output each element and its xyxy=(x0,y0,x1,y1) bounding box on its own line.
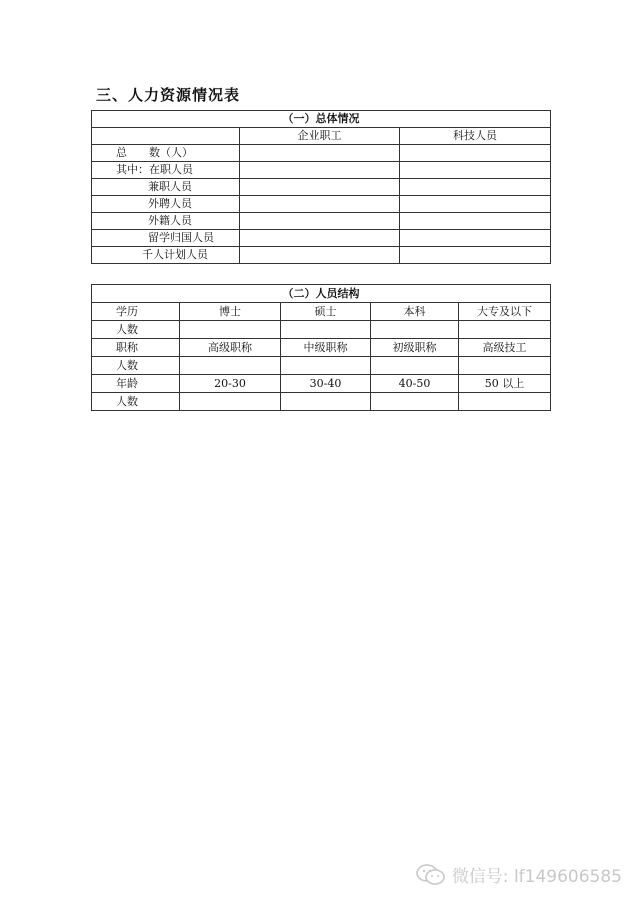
count-label: 人数 xyxy=(92,321,180,339)
value-cell xyxy=(281,393,371,411)
age-30-40: 30-40 xyxy=(281,375,371,393)
value-cell xyxy=(180,321,281,339)
edu-college-below: 大专及以下 xyxy=(459,303,551,321)
row-thousand-talents-label: 千人计划人员 xyxy=(92,247,240,264)
row-parttime-label: 兼职人员 xyxy=(92,179,240,196)
value-cell xyxy=(400,230,551,247)
watermark-text: 微信号: lf149606585 xyxy=(451,867,622,887)
row-returnee-label: 留学归国人员 xyxy=(92,230,240,247)
structure-header: （二）人员结构 xyxy=(92,285,551,303)
row-foreign-label: 外籍人员 xyxy=(92,213,240,230)
value-cell xyxy=(400,162,551,179)
col-tech-staff: 科技人员 xyxy=(400,128,551,145)
structure-table xyxy=(91,284,551,411)
value-cell xyxy=(459,393,551,411)
age-20-30: 20-30 xyxy=(180,375,281,393)
watermark xyxy=(416,862,622,887)
value-cell xyxy=(371,321,459,339)
value-cell xyxy=(459,321,551,339)
value-cell xyxy=(240,179,400,196)
value-cell xyxy=(281,321,371,339)
value-cell xyxy=(240,196,400,213)
value-cell xyxy=(240,213,400,230)
row-external-label: 外聘人员 xyxy=(92,196,240,213)
blank-cell xyxy=(92,128,240,145)
count-label: 人数 xyxy=(92,393,180,411)
title-rank-label: 职称 xyxy=(92,339,180,357)
edu-doctor: 博士 xyxy=(180,303,281,321)
age-40-50: 40-50 xyxy=(371,375,459,393)
value-cell xyxy=(400,196,551,213)
age-label: 年龄 xyxy=(92,375,180,393)
value-cell xyxy=(281,357,371,375)
value-cell xyxy=(240,230,400,247)
rank-senior-technician: 高级技工 xyxy=(459,339,551,357)
value-cell xyxy=(371,393,459,411)
count-label: 人数 xyxy=(92,357,180,375)
overall-table xyxy=(91,110,551,264)
value-cell xyxy=(180,357,281,375)
value-cell xyxy=(240,162,400,179)
value-cell xyxy=(400,247,551,264)
edu-bachelor: 本科 xyxy=(371,303,459,321)
edu-master: 硕士 xyxy=(281,303,371,321)
col-enterprise-staff: 企业职工 xyxy=(240,128,400,145)
section-title: 三、人力资源情况表 xyxy=(96,86,241,104)
value-cell xyxy=(400,145,551,162)
row-total-label: 总 数（人） xyxy=(92,145,240,162)
value-cell xyxy=(240,145,400,162)
value-cell xyxy=(400,179,551,196)
value-cell xyxy=(180,393,281,411)
education-label: 学历 xyxy=(92,303,180,321)
value-cell xyxy=(459,357,551,375)
value-cell xyxy=(371,357,459,375)
rank-junior: 初级职称 xyxy=(371,339,459,357)
value-cell xyxy=(400,213,551,230)
row-incumbent-label: 其中：在职人员 xyxy=(92,162,240,179)
age-50-plus: 50 以上 xyxy=(459,375,551,393)
wechat-icon xyxy=(416,864,446,886)
value-cell xyxy=(240,247,400,264)
rank-senior: 高级职称 xyxy=(180,339,281,357)
overall-header: （一）总体情况 xyxy=(92,111,551,128)
rank-intermediate: 中级职称 xyxy=(281,339,371,357)
